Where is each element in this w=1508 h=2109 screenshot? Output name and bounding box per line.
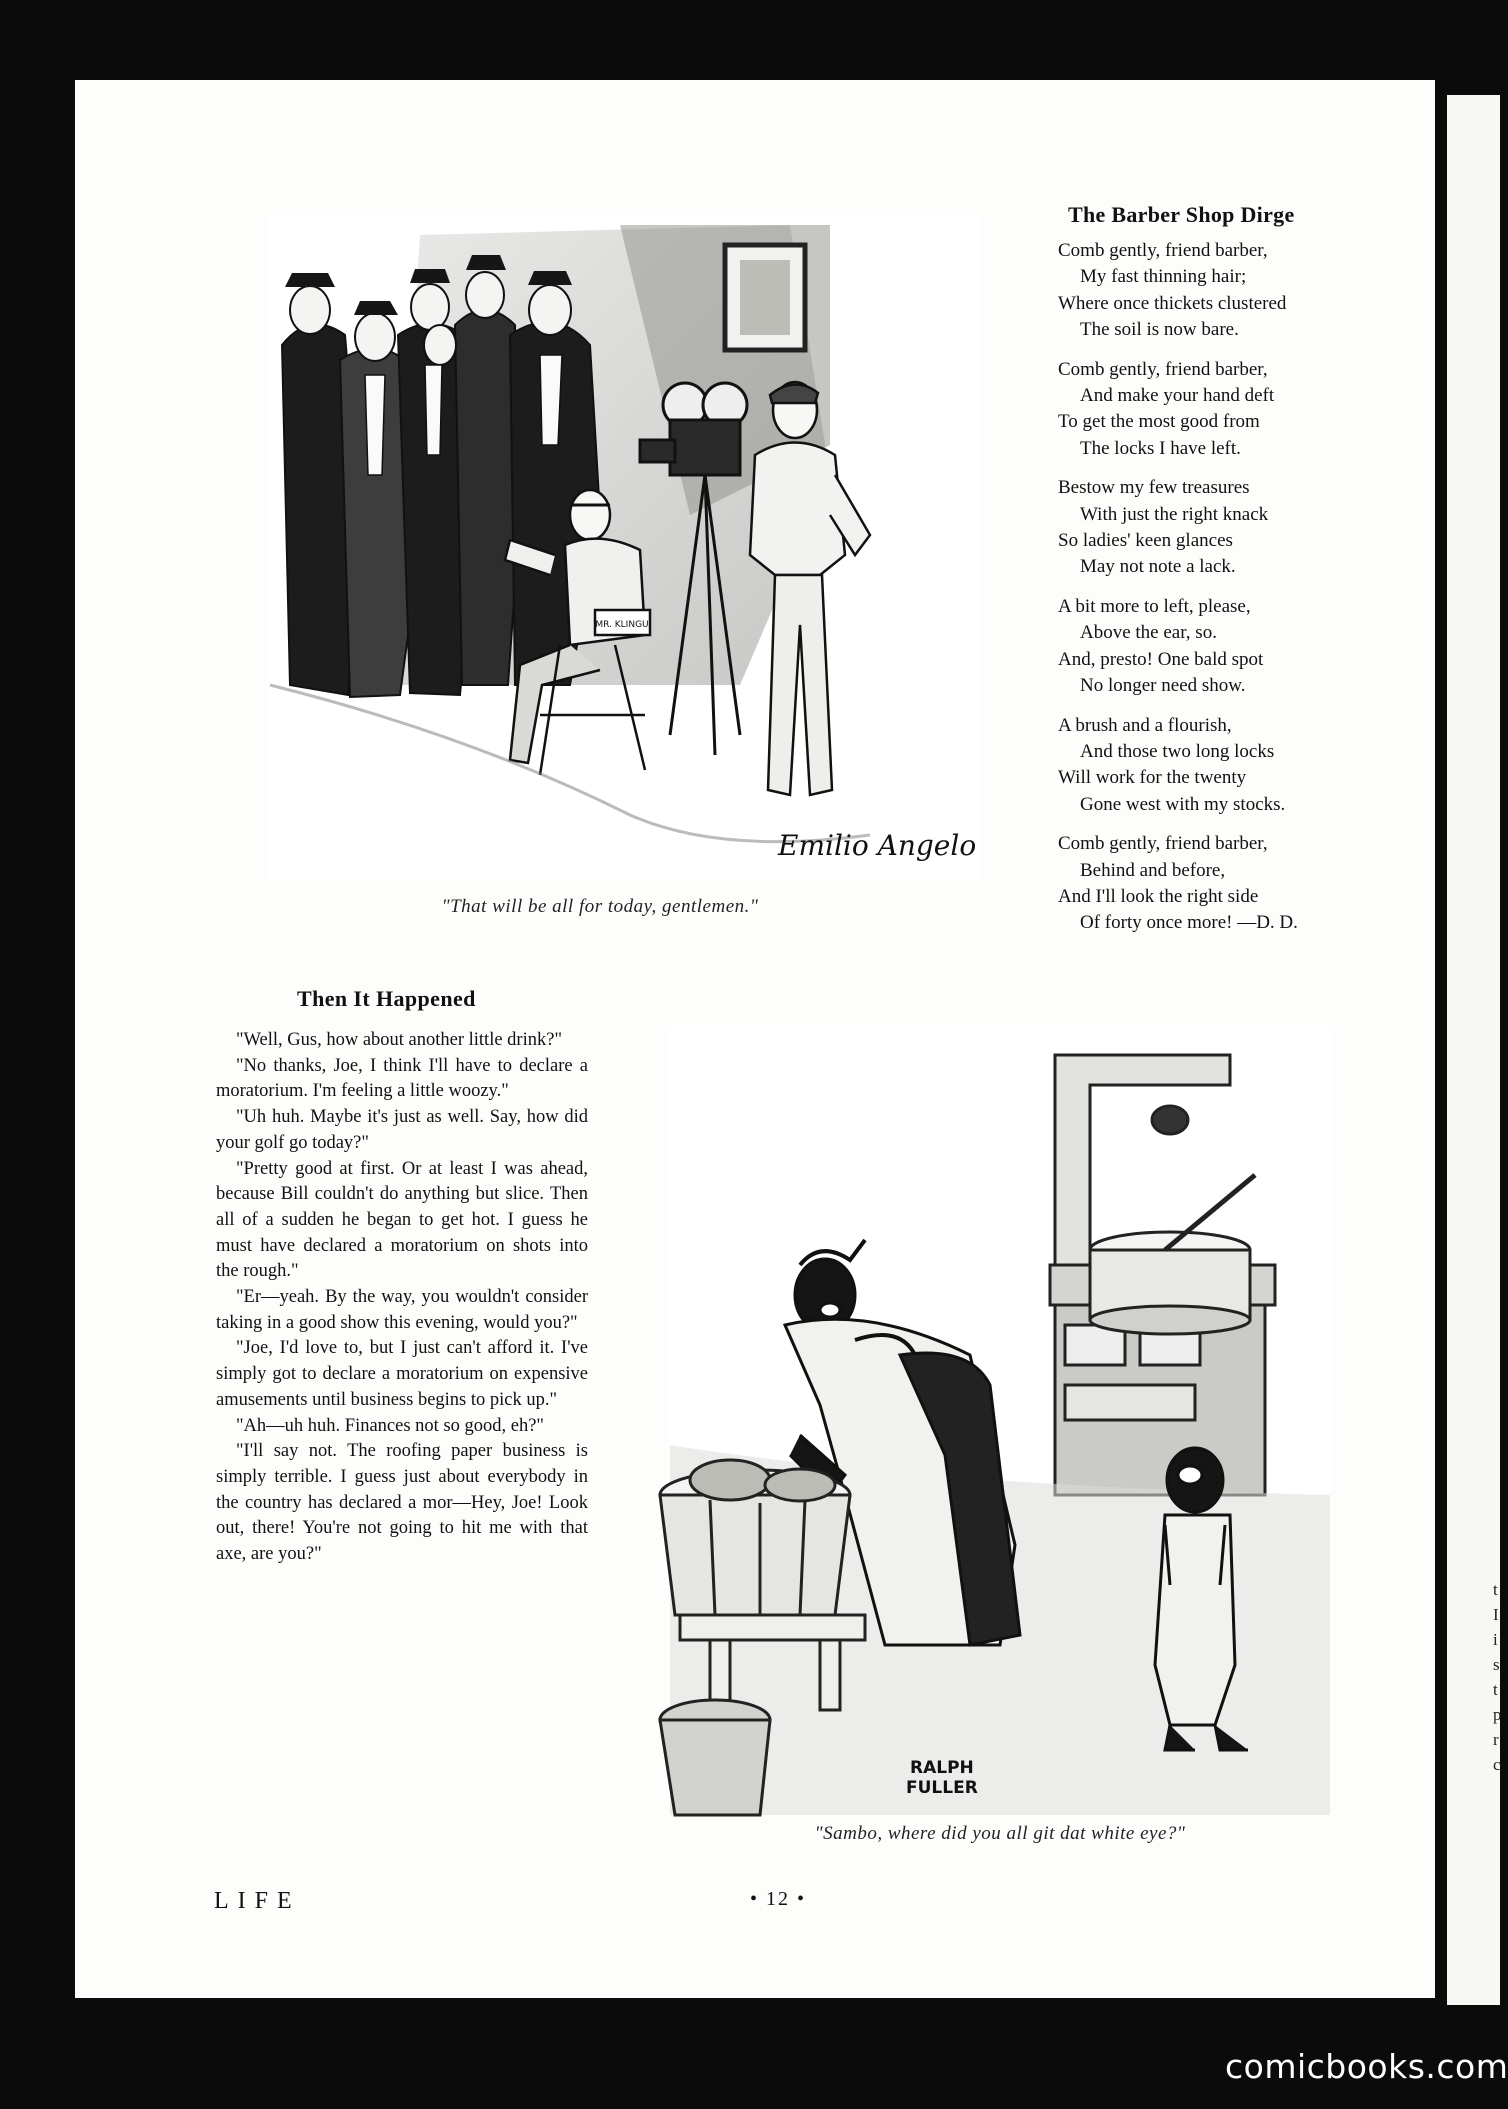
facing-page-fragment: t — [1493, 1680, 1498, 1699]
poem-line: The soil is now bare. — [1080, 319, 1239, 341]
poem-line: And I'll look the right side — [1058, 885, 1259, 907]
poem-line: Above the ear, so. — [1080, 622, 1217, 644]
film-director-cartoon — [270, 215, 980, 880]
poem-line: Comb gently, friend barber, — [1058, 240, 1268, 261]
poem-line: Comb gently, friend barber, — [1058, 833, 1268, 855]
poem-stanza — [1058, 475, 1358, 581]
poem-line: A bit more to left, please, — [1058, 595, 1251, 617]
kitchen-cartoon — [670, 1025, 1330, 1815]
facing-page-fragment: p — [1493, 1705, 1502, 1724]
poem-stanza — [1058, 357, 1358, 463]
poem-line: My fast thinning hair; — [1080, 266, 1247, 288]
poem-line: And make your hand deft — [1080, 385, 1275, 407]
poem-line: A brush and a flourish, — [1058, 714, 1232, 736]
cartoon-caption: "That will be all for today, gentlemen." — [441, 896, 759, 917]
poem-line: Bestow my few treasures — [1058, 477, 1250, 499]
facing-page-fragment: t — [1493, 1580, 1498, 1599]
poem-line: Comb gently, friend barber, — [1058, 358, 1268, 380]
story-paragraph: "Ah—uh huh. Finances not so good, eh?" — [236, 1415, 544, 1436]
poem-line: With just the right knack — [1080, 503, 1269, 525]
story-paragraph: "Uh huh. Maybe it's just as well. Say, how did your golf go today?" — [216, 1107, 588, 1153]
artist-signature-line2: FULLER — [906, 1778, 978, 1798]
poem-stanza — [1058, 831, 1358, 937]
poem-stanza — [1058, 594, 1358, 700]
story-paragraph: "Er—yeah. By the way, you wouldn't consider taking in a good show this evening, would you?" — [216, 1287, 588, 1333]
chair-label: MR. KLINGU — [595, 620, 649, 630]
facing-page-fragment: c — [1493, 1755, 1501, 1774]
poem-line: No longer need show. — [1080, 675, 1246, 697]
poem-line: And, presto! One bald spot — [1058, 648, 1264, 670]
cartoon-caption: "Sambo, where did you all git dat white eye?" — [814, 1823, 1186, 1844]
poem-title: The Barber Shop Dirge — [1068, 202, 1295, 227]
poem-line: Where once thickets clustered — [1058, 292, 1287, 314]
story-body — [216, 1028, 588, 1568]
poem-body — [1058, 238, 1358, 950]
artist-signature-line1: RALPH — [910, 1758, 974, 1778]
facing-page-edge — [1447, 95, 1500, 2005]
story-title: Then It Happened — [297, 986, 476, 1011]
story-paragraph: "I'll say not. The roofing paper business is simply terrible. I guess just about everybody in the country has declared a mor—Hey, Joe! Look out, there! You're not going to hit me with that axe, are you?" — [216, 1441, 588, 1565]
facing-page-fragment: i — [1493, 1630, 1498, 1649]
story-paragraph: "Well, Gus, how about another little drink?" — [236, 1030, 562, 1050]
poem-stanza — [1058, 713, 1358, 819]
story-paragraph: "No thanks, Joe, I think I'll have to declare a moratorium. I'm feeling a little woozy." — [216, 1055, 588, 1102]
page-number: • 12 • — [750, 1888, 807, 1910]
poem-line: So ladies' keen glances — [1058, 530, 1233, 552]
artist-signature: Emilio Angelo — [778, 829, 977, 862]
facing-page-fragment: r — [1493, 1730, 1499, 1749]
story-paragraph: "Joe, I'd love to, but I just can't afford it. I've simply got to declare a moratorium on expensive amusements until business begins to pick up." — [216, 1338, 588, 1410]
poem-line: The locks I have left. — [1080, 437, 1241, 459]
poem-line: May not note a lack. — [1080, 556, 1236, 578]
magazine-name: LIFE — [214, 1888, 301, 1914]
poem-line: Gone west with my stocks. — [1080, 793, 1286, 815]
poem-line: Will work for the twenty — [1058, 767, 1247, 789]
story-paragraph: "Pretty good at first. Or at least I was ahead, because Bill couldn't do anything but slice. Then all of a sudden he began to get hot. I guess he must have declared a moratorium on shots into the rough." — [216, 1158, 588, 1282]
poem-line: To get the most good from — [1058, 411, 1260, 433]
poem-line: Behind and before, — [1080, 859, 1226, 881]
poem-stanza — [1058, 238, 1358, 344]
facing-page-fragment: I — [1493, 1605, 1499, 1624]
poem-line: And those two long locks — [1080, 740, 1275, 762]
watermark: comicbooks.com — [1225, 2047, 1508, 2086]
facing-page-fragment: s — [1493, 1655, 1500, 1674]
poem-line: Of forty once more! —D. D. — [1080, 912, 1298, 934]
page-gutter — [1438, 80, 1447, 2000]
